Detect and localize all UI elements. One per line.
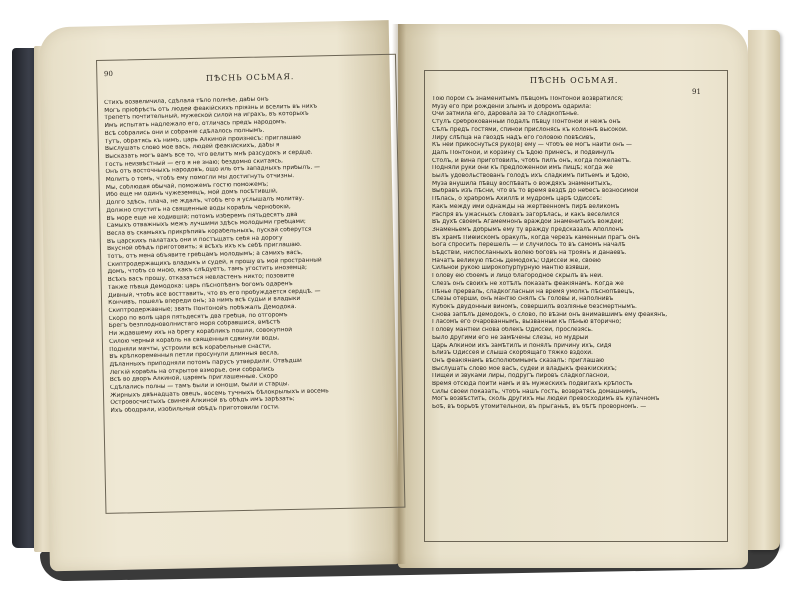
text-line: Весла въ скамьяхъ прикрѣпивъ корабельныхъ, пускай соберутся — [106, 226, 312, 237]
text-line: Тотъ, отъ мена объявите гребцамъ молодымъ; а самихъ васъ, — [107, 249, 303, 261]
text-line: Бога спросить перешелъ — и случилось то въ самомъ началѣ — [432, 242, 626, 249]
text-line: Начатъ великую пѣснь Демодокъ; Одиссей же, своею — [432, 257, 601, 264]
text-line: Легкій корабль на открытое взморье, они собрались — [109, 366, 275, 376]
text-line: Кубокъ двудонный виномъ, совершилъ возліянье безсмертнымъ. — [432, 303, 637, 310]
text-line: Боѣ, въ борьбѣ утомительной, въ прыганьѣ, въ бѣгѣ проворномъ. — — [432, 404, 647, 411]
text-line: Слезъ онъ своихъ не хотѣлъ показать феакіянамъ. Когда же — [432, 280, 624, 287]
text-line: Всѣ собрались они и собраніе сдѣлалось полнымъ. — [104, 127, 265, 137]
text-line: Гость неизвѣстный — его я не знаю; бездомно скитаясь, — [105, 157, 284, 168]
text-line: Въ духѣ своемъ Агамемнонъ враждой знаменитыхъ вождей; — [432, 219, 624, 226]
text-line: Слезы отерши, онъ мантію снялъ съ головы и, наполнивъ — [432, 296, 614, 303]
text-line: Сѣлъ предъ гостями, спиной прислонясь къ колоннѣ высокой. — [432, 126, 628, 133]
text-line: Высказать могъ вамъ все то, что велитъ мнѣ разсудокъ и сердце. — [105, 149, 313, 160]
text-line: Всѣ во дворъ Алкиной, царемъ приглашенные. Скоро — [109, 373, 278, 384]
text-line: Въ море еще не ходившій; потомъ изберемъ пятьдесятъ два — [106, 211, 298, 222]
text-line: Долго здѣсь, плача, не ждалъ, чтобъ его я услышалъ молитву. — [106, 195, 305, 207]
text-line: Трепетъ почтительный, мужеской силой на играхъ, въ которыхъ — [104, 111, 309, 122]
text-line: Выслушать слово мое вась, людей феакійскихъ, дабы я — [104, 142, 280, 153]
text-line: Тою порой съ знаменитымъ пѣвцомъ Понтоной возвратился; — [432, 96, 623, 102]
right-page-number: 91 — [692, 88, 701, 96]
text-line: Какъ между ими однажды на жертвенномъ пирѣ великомъ — [432, 203, 620, 210]
text-line: Должно спустить на священные воды корабль чернобокій, — [106, 203, 291, 214]
text-line: Всѣхъ васъ прошу, отказаться невластенъ никто; позовите — [107, 273, 295, 284]
text-line: Молитъ о томъ, чтобъ ему помогли мы достигнуть отчизны. — [105, 173, 295, 184]
text-line: Домъ, чтобъ со мною, какъ слѣдуетъ, тамъ угостить иноземца; — [107, 265, 308, 276]
text-line: Столъ, и вина приготовилъ, чтобъ пилъ онъ, когда пожелаетъ. — [432, 157, 631, 164]
text-line: Ихъ ободрали, изобильный обѣдъ приготовили гости. — [110, 404, 280, 415]
text-line: Самыхъ отважныхъ межъ лучшими здѣсь молодыми гребцами; — [106, 219, 306, 230]
text-line: Онъ отъ восточныхъ народовъ, ощо иль отъ западныхъ прибылъ. — — [105, 164, 321, 176]
text-line: Могъ пріобрѣсть отъ людей феакійскихъ пріязнь и вселить въ нихъ — [104, 103, 318, 114]
text-line: Ни ждавшему ихъ на брегу корабликъ пошли, совокупной — [108, 327, 293, 338]
text-line: Жирныхъ двѣнадцать овецъ, восемь тучныхъ бѣлокрылыхъ и восемь — [110, 388, 329, 399]
text-line: Сильной рукою широкопурпурную мантію взявши, — [432, 265, 591, 272]
text-line: Пѣлась, о храбромъ Ахиллѣ и мудромъ царѣ Одиссеѣ: — [432, 196, 602, 203]
text-line: Стихъ возвеличила, сдѣлала тѣло полнѣе, дабы онъ — [104, 96, 269, 106]
text-line: Голову мантіей снова облекъ Одиссей, прослезясь. — [432, 327, 593, 334]
text-line: Знаменьемъ добрымъ ему ту вражду предсказалъ Аполлонъ — [432, 226, 624, 233]
right-running-head: ПѢСНЬ ОСЬМАЯ. — [530, 76, 619, 85]
text-line: Лиру слѣпца на гвоздѣ надъ его головою повѣсивъ, — [432, 134, 596, 141]
left-page-number: 90 — [103, 69, 114, 79]
text-line: Далъ Понтоной, и корзину съ ѣдою принесъ, и подвинулъ — [432, 149, 615, 156]
text-line: Распря въ ужасныхъ словахъ загорѣлась, и какъ веселился — [432, 211, 620, 218]
text-line: Островосчистыхъ свиней Алкиной въ обѣдъ имъ зарѣзать; — [110, 396, 295, 407]
right-page-text — [432, 96, 717, 412]
text-line: Въ царскихъ палатахъ они и постъщатъ себя на дорогу — [106, 234, 283, 245]
text-line: Близъ Одиссея и слыша скорбящаго тяжко вздохи. — [432, 350, 593, 357]
text-line: Очи затмила его, даровала за то сладкопѣнье. — [432, 111, 579, 118]
page-edges-right — [748, 30, 780, 550]
text-line: Онъ феакіянамъ вѣсполюбимымъ сказалъ: приглашаю — [432, 357, 605, 364]
text-line: Могъ возвѣстить, сколь другихъ мы людей превосходимъ въ кулачномъ — [432, 396, 660, 403]
text-line: Мы, соблюдая обычай, поможемъ гостю поможемъ; — [105, 181, 269, 191]
text-line: Выбравъ изъ пѣсни, что въ то время вездѣ до небесъ возносимой — [432, 188, 639, 195]
text-line: Голову ею сбоемъ и лицо благородное скрылъ въ ней. — [432, 273, 603, 280]
text-line: Выслушать слово мое васъ, судей и владыкъ феакійскихъ; — [432, 365, 617, 372]
text-line: Силою черный корабль на священныя сдвинули воды, — [109, 335, 280, 345]
text-line: Вкусной обѣдъ приготовить; я всѣхъ ихъ къ себѣ приглашаю. — [107, 242, 302, 253]
text-line: Былъ удовольствованъ голодъ ихъ сладкимъ питьемъ и ѣдою, — [432, 173, 630, 180]
text-line: Дивный, чтобъ все восттавить, что въ его пробуждается сердцѣ. — — [108, 288, 321, 299]
text-line: Дѣланныхъ приподняли потомъ парусъ утвердили. Отвѣдши — [109, 357, 302, 368]
text-line: Снова запѣлъ Демодокъ, о слово, по вѣзни онъ внимавшимъ ему феакянъ, — [432, 311, 668, 318]
left-running-head: ПѢСНЬ ОСЬМАЯ. — [205, 72, 295, 83]
text-line: Скоро по волѣ царя пятьдесятъ два гребца, по отгоромъ — [108, 311, 288, 322]
text-line: Подняли мачты, устроили всѣ корабельные снасти, — [109, 343, 272, 353]
text-line: Стулъ среброкованный подалъ пѣвцу Понтоной и нежъ онъ — [432, 119, 621, 126]
text-line: Царь Алкиной ихъ замѣтилъ и понялъ причину ихъ, сидя — [432, 342, 612, 349]
text-line: Сдѣлались полны — тамъ были и юноши, были и старцы. — [109, 381, 290, 391]
text-line: Скиптродержавные; звать Понтонойъ побѣжалъ Демодока. — [108, 304, 297, 314]
text-line: Имъ испытать надлежало его, отличась предъ народомъ. — [104, 119, 287, 130]
text-line: Въ крѣпкоременныя петли просунули длинныя весла, — [109, 350, 280, 361]
text-line: Гласомъ его очарованнымъ, вызванный къ пѣнью вторично; — [432, 319, 622, 326]
text-line: Муза внушила пѣвцу воспѣвать о вождяхъ знаменитыхъ, — [432, 180, 613, 187]
left-page-text — [104, 94, 396, 416]
text-line: Ибо еще ни одинъ чужеземецъ, мой домъ посѣтившій, — [105, 188, 278, 199]
text-line: Бѣдствій, ниспосланныхъ волею боговъ на троянъ и данаевъ. — [432, 250, 627, 257]
text-line: Въ храмѣ Пиѳійскомъ оракулъ, когда черезъ каменный прагъ онъ — [432, 234, 640, 241]
text-line: Къ ней прикоснуться руко[в] ему — чтобъ ее могъ найти онъ — — [432, 142, 632, 149]
text-line: Музу его при рожденіи злымъ и добромъ одарила: — [432, 103, 592, 110]
text-line: Также пѣвца Демодока: царь пѣснопѣвнъ богомъ одаренъ — [107, 280, 293, 291]
text-line: Силы своей показать, чтобъ нашъ гость, возвратясь домашнимъ, — [432, 388, 638, 395]
text-line: Время отсюда пойти намъ и въ мужескихъ подвигахъ крѣпость — [432, 381, 633, 388]
text-line: Тутъ, обратясь къ нимъ, царь Алкиной произнесъ: приглашаю — [104, 134, 301, 145]
text-line: Брегъ безплодноволнистаго моря собравшися, вмѣстѣ — [108, 319, 281, 330]
text-line: Подняли руки они къ предложенной имъ пищѣ; когда же — [432, 165, 613, 172]
text-line: Пищей и звуками лиры, подругъ пировъ сладкогласной, — [432, 373, 610, 380]
text-line: Скиптродержащихъ владыкъ и судей, я прошу въ мой пространный — [107, 257, 322, 268]
text-line: Было другими его не замѣчены слезы, но мудрый — [432, 334, 589, 341]
text-line: Кончивъ, пошелъ впереди онъ; за нимъ всѣ судьи и владыки — [108, 296, 301, 307]
text-line: Пѣнье прерваль, сладкогласный на время умолкъ пѣснопѣвецъ, — [432, 288, 635, 295]
